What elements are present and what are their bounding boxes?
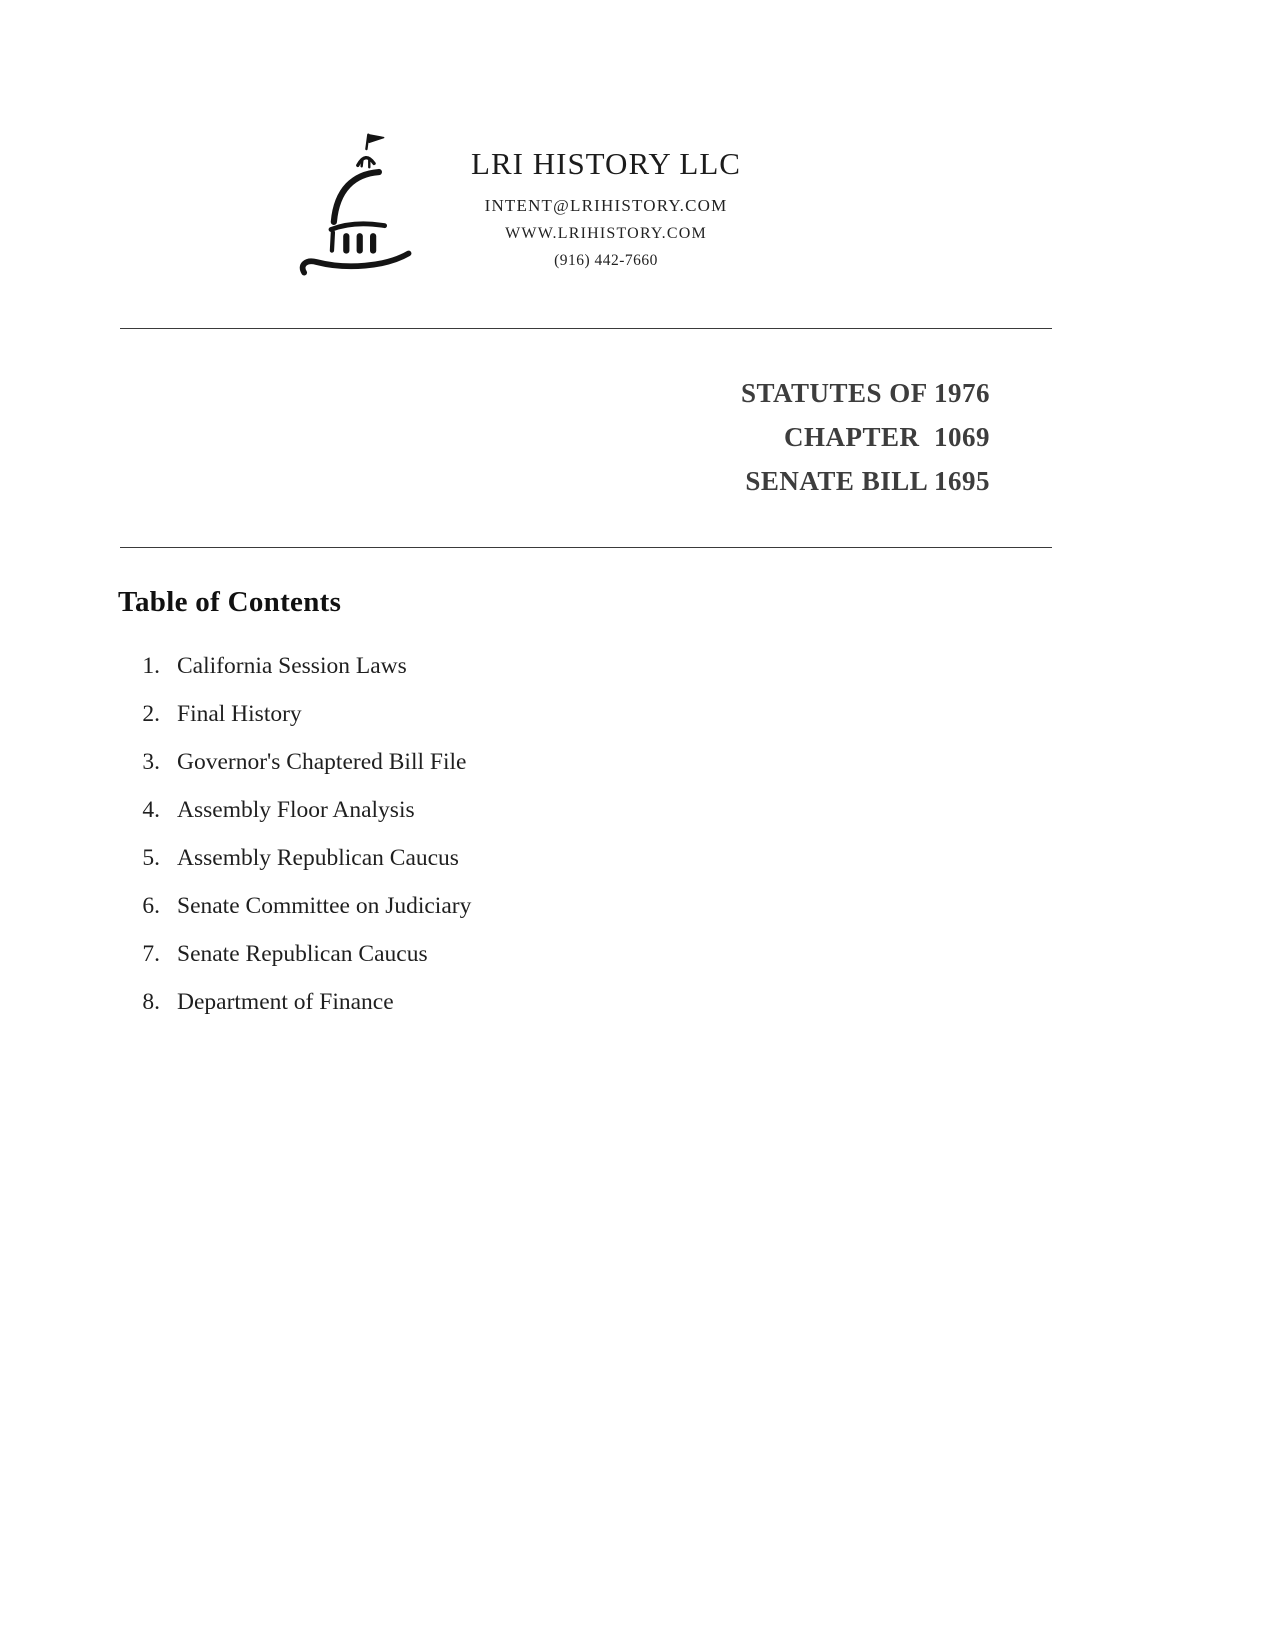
toc-item xyxy=(118,797,1276,823)
toc-heading: Table of Contents xyxy=(118,586,342,618)
toc-item-label: Governor's Chaptered Bill File xyxy=(177,749,467,775)
statutes-line: STATUTES OF 1976 xyxy=(740,378,990,408)
toc-item-number: 1. xyxy=(142,653,160,679)
company-website: WWW.LRIHISTORY.COM xyxy=(505,225,707,242)
toc-item-number: 8. xyxy=(142,989,160,1015)
divider-top xyxy=(120,328,1052,329)
toc-item xyxy=(118,845,1276,871)
toc-item-label: Senate Republican Caucus xyxy=(177,941,428,967)
company-name: LRI HISTORY LLC xyxy=(471,146,741,181)
letterhead-text xyxy=(471,128,741,270)
toc-item-number: 5. xyxy=(142,845,160,871)
toc-list xyxy=(118,653,1276,1015)
toc-item-label: Final History xyxy=(177,701,302,727)
toc-item xyxy=(118,653,1276,679)
toc-item xyxy=(118,749,1276,775)
toc-item-number: 2. xyxy=(142,701,160,727)
letterhead xyxy=(0,0,1276,286)
toc-item-label: Department of Finance xyxy=(177,989,394,1015)
divider-bottom xyxy=(120,547,1052,548)
toc-item xyxy=(118,989,1276,1015)
chapter-line: CHAPTER 1069 xyxy=(783,422,990,452)
toc-item-label: California Session Laws xyxy=(177,653,407,679)
toc-item-number: 6. xyxy=(142,893,160,919)
capitol-building-icon xyxy=(292,128,437,286)
toc-item-label: Assembly Floor Analysis xyxy=(177,797,415,823)
toc-item xyxy=(118,941,1276,967)
table-of-contents xyxy=(0,586,1276,1015)
statute-title-block xyxy=(0,371,1276,503)
toc-item-number: 7. xyxy=(142,941,160,967)
toc-item-label: Assembly Republican Caucus xyxy=(177,845,459,871)
senate-bill-line: SENATE BILL 1695 xyxy=(745,466,990,496)
company-phone: (916) 442-7660 xyxy=(554,252,658,269)
toc-item-label: Senate Committee on Judiciary xyxy=(177,893,472,919)
toc-item xyxy=(118,893,1276,919)
toc-item-number: 4. xyxy=(142,797,160,823)
toc-item xyxy=(118,701,1276,727)
toc-item-number: 3. xyxy=(142,749,160,775)
company-email: INTENT@LRIHISTORY.COM xyxy=(484,196,728,215)
